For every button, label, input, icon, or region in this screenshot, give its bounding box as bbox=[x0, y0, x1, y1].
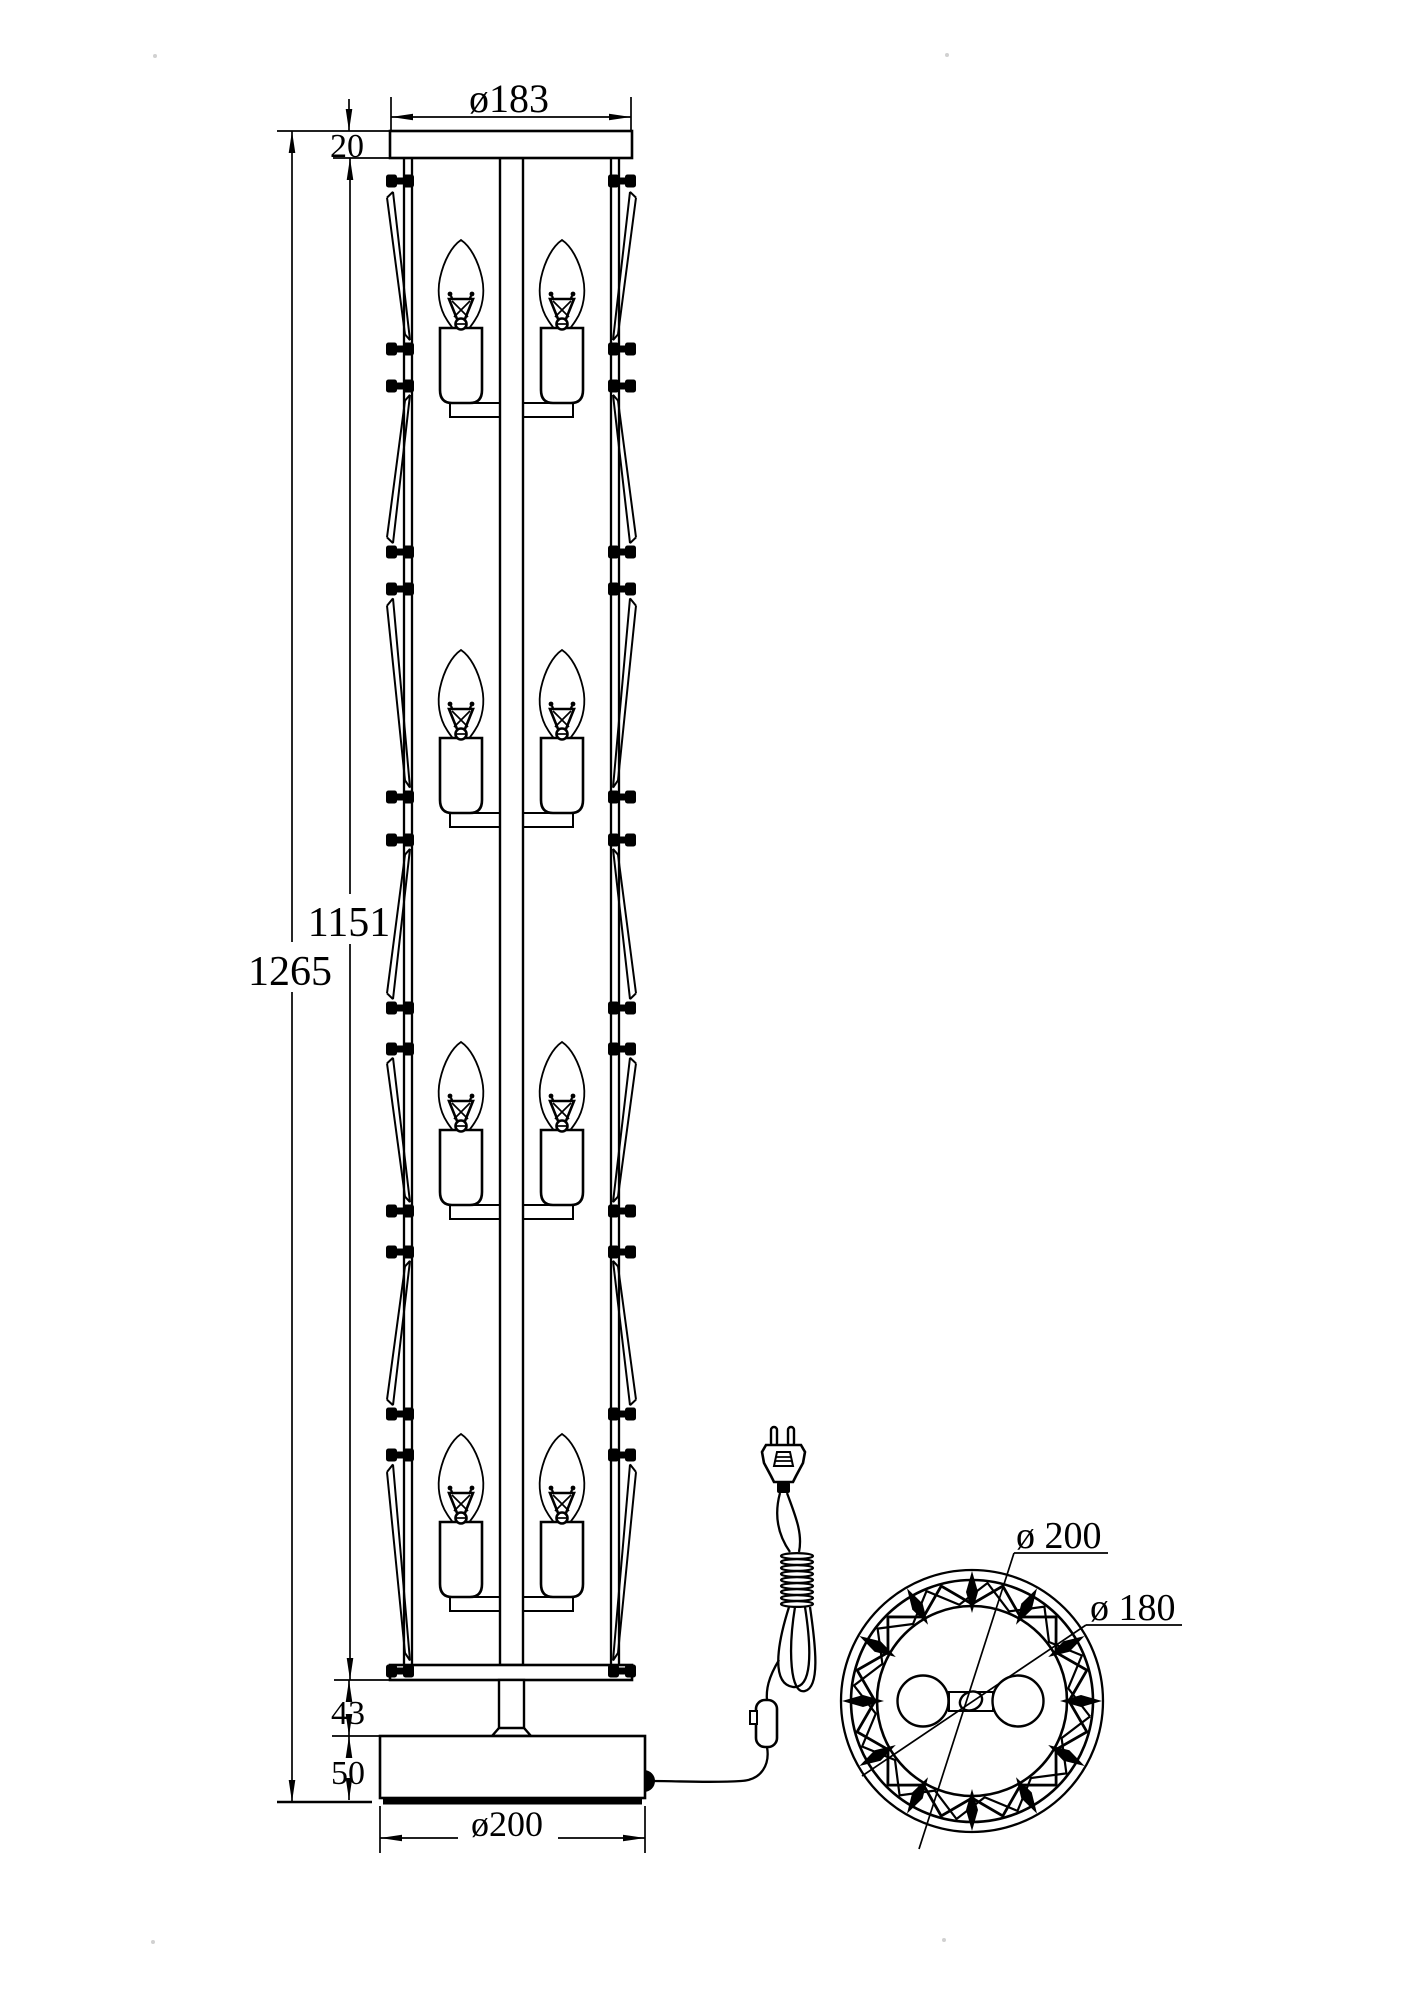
top-plate bbox=[390, 131, 632, 158]
bottom-plate bbox=[390, 1665, 632, 1680]
center-rod bbox=[500, 158, 523, 1665]
dim-label-base-height: 50 bbox=[331, 1755, 365, 1792]
dim-label-plate-thickness: 20 bbox=[330, 128, 364, 165]
dim-label-neck-height: 43 bbox=[331, 1695, 365, 1732]
dim-label-topview-outer: ø 200 bbox=[1016, 1515, 1102, 1557]
dim-label-shade-height: 1151 bbox=[307, 900, 391, 946]
dim-label-topview-inner: ø 180 bbox=[1090, 1587, 1176, 1629]
dim-label-base-diameter: ø200 bbox=[471, 1804, 543, 1844]
dim-label-total-height: 1265 bbox=[248, 949, 332, 995]
dim-label-top-diameter: ø183 bbox=[469, 76, 549, 121]
